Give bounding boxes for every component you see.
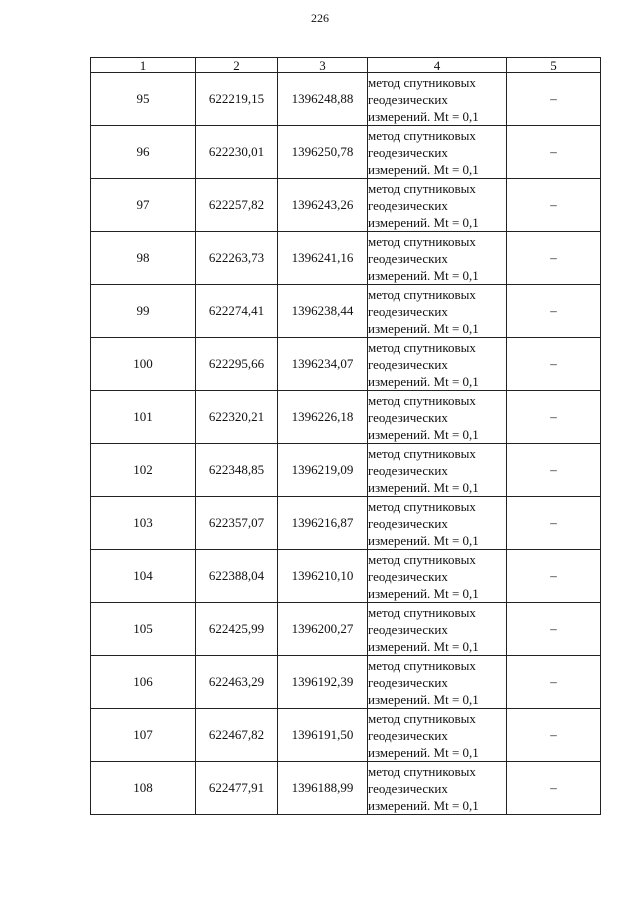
y-coordinate-cell: 1396238,44 (278, 285, 368, 338)
method-cell (368, 232, 507, 285)
y-coordinate-cell: 1396191,50 (278, 709, 368, 762)
method-text-line: измерений. Mt = 0,1 (368, 638, 479, 654)
table-row (91, 709, 601, 762)
point-number-cell: 107 (91, 709, 196, 762)
method-text-line: измерений. Mt = 0,1 (368, 532, 479, 548)
method-cell (368, 762, 507, 815)
method-text-line: геодезических (368, 780, 448, 796)
method-text-line: метод спутниковых (368, 233, 476, 249)
method-text-line: измерений. Mt = 0,1 (368, 479, 479, 495)
y-coordinate-cell: 1396216,87 (278, 497, 368, 550)
y-coordinate-cell: 1396210,10 (278, 550, 368, 603)
method-text-line: измерений. Mt = 0,1 (368, 267, 479, 283)
table-row (91, 550, 601, 603)
note-cell: – (507, 762, 601, 815)
header-row (91, 58, 601, 73)
method-text-line: измерений. Mt = 0,1 (368, 585, 479, 601)
method-text-line: метод спутниковых (368, 392, 476, 408)
point-number-cell: 100 (91, 338, 196, 391)
y-coordinate-cell: 1396226,18 (278, 391, 368, 444)
note-cell: – (507, 550, 601, 603)
x-coordinate-cell: 622463,29 (196, 656, 278, 709)
x-coordinate-cell: 622348,85 (196, 444, 278, 497)
point-number-cell: 105 (91, 603, 196, 656)
method-text-line: геодезических (368, 197, 448, 213)
x-coordinate-cell: 622230,01 (196, 126, 278, 179)
x-coordinate-cell: 622425,99 (196, 603, 278, 656)
method-text-line: геодезических (368, 303, 448, 319)
table-row (91, 391, 601, 444)
note-cell: – (507, 285, 601, 338)
y-coordinate-cell: 1396219,09 (278, 444, 368, 497)
table-row (91, 762, 601, 815)
table-row (91, 232, 601, 285)
method-text-line: измерений. Mt = 0,1 (368, 744, 479, 760)
method-cell (368, 444, 507, 497)
point-number-cell: 96 (91, 126, 196, 179)
table-row (91, 444, 601, 497)
method-text-line: измерений. Mt = 0,1 (368, 426, 479, 442)
method-text-line: метод спутниковых (368, 127, 476, 143)
y-coordinate-cell: 1396234,07 (278, 338, 368, 391)
method-text-line: метод спутниковых (368, 551, 476, 567)
table-row (91, 603, 601, 656)
note-cell: – (507, 232, 601, 285)
method-text-line: измерений. Mt = 0,1 (368, 691, 479, 707)
x-coordinate-cell: 622295,66 (196, 338, 278, 391)
y-coordinate-cell: 1396192,39 (278, 656, 368, 709)
method-text-line: метод спутниковых (368, 604, 476, 620)
note-cell: – (507, 656, 601, 709)
column-header-3: 3 (278, 58, 368, 73)
method-text-line: геодезических (368, 621, 448, 637)
y-coordinate-cell: 1396243,26 (278, 179, 368, 232)
method-text-line: измерений. Mt = 0,1 (368, 108, 479, 124)
x-coordinate-cell: 622274,41 (196, 285, 278, 338)
note-cell: – (507, 73, 601, 126)
method-text-line: метод спутниковых (368, 763, 476, 779)
column-header-2: 2 (196, 58, 278, 73)
x-coordinate-cell: 622320,21 (196, 391, 278, 444)
method-cell (368, 497, 507, 550)
table-row (91, 656, 601, 709)
coordinates-table (90, 57, 601, 815)
method-text-line: геодезических (368, 462, 448, 478)
note-cell: – (507, 709, 601, 762)
method-cell (368, 656, 507, 709)
method-text-line: метод спутниковых (368, 657, 476, 673)
method-cell (368, 285, 507, 338)
method-cell (368, 709, 507, 762)
column-header-5: 5 (507, 58, 601, 73)
note-cell: – (507, 497, 601, 550)
point-number-cell: 95 (91, 73, 196, 126)
y-coordinate-cell: 1396248,88 (278, 73, 368, 126)
method-text-line: геодезических (368, 727, 448, 743)
note-cell: – (507, 179, 601, 232)
method-text-line: измерений. Mt = 0,1 (368, 161, 479, 177)
method-cell (368, 73, 507, 126)
method-text-line: метод спутниковых (368, 339, 476, 355)
table-row (91, 497, 601, 550)
page-number: 226 (311, 11, 329, 25)
point-number-cell: 99 (91, 285, 196, 338)
method-text-line: метод спутниковых (368, 180, 476, 196)
point-number-cell: 106 (91, 656, 196, 709)
method-cell (368, 550, 507, 603)
note-cell: – (507, 338, 601, 391)
method-text-line: геодезических (368, 250, 448, 266)
method-text-line: метод спутниковых (368, 286, 476, 302)
method-cell (368, 603, 507, 656)
note-cell: – (507, 444, 601, 497)
column-header-1: 1 (91, 58, 196, 73)
table-row (91, 126, 601, 179)
x-coordinate-cell: 622263,73 (196, 232, 278, 285)
method-text-line: измерений. Mt = 0,1 (368, 320, 479, 336)
method-cell (368, 126, 507, 179)
method-text-line: геодезических (368, 515, 448, 531)
method-text-line: геодезических (368, 144, 448, 160)
method-text-line: метод спутниковых (368, 498, 476, 514)
y-coordinate-cell: 1396200,27 (278, 603, 368, 656)
x-coordinate-cell: 622467,82 (196, 709, 278, 762)
x-coordinate-cell: 622357,07 (196, 497, 278, 550)
point-number-cell: 108 (91, 762, 196, 815)
method-text-line: геодезических (368, 568, 448, 584)
note-cell: – (507, 603, 601, 656)
method-text-line: геодезических (368, 356, 448, 372)
method-cell (368, 391, 507, 444)
method-text-line: геодезических (368, 91, 448, 107)
column-header-4: 4 (368, 58, 507, 73)
note-cell: – (507, 391, 601, 444)
method-text-line: метод спутниковых (368, 74, 476, 90)
method-text-line: геодезических (368, 674, 448, 690)
point-number-cell: 101 (91, 391, 196, 444)
point-number-cell: 103 (91, 497, 196, 550)
method-text-line: геодезических (368, 409, 448, 425)
x-coordinate-cell: 622477,91 (196, 762, 278, 815)
method-cell (368, 338, 507, 391)
point-number-cell: 104 (91, 550, 196, 603)
method-text-line: измерений. Mt = 0,1 (368, 373, 479, 389)
table-row (91, 285, 601, 338)
table-row (91, 73, 601, 126)
x-coordinate-cell: 622219,15 (196, 73, 278, 126)
x-coordinate-cell: 622388,04 (196, 550, 278, 603)
table-row (91, 338, 601, 391)
method-cell (368, 179, 507, 232)
note-cell: – (507, 126, 601, 179)
x-coordinate-cell: 622257,82 (196, 179, 278, 232)
method-text-line: измерений. Mt = 0,1 (368, 797, 479, 813)
method-text-line: метод спутниковых (368, 445, 476, 461)
method-text-line: измерений. Mt = 0,1 (368, 214, 479, 230)
point-number-cell: 98 (91, 232, 196, 285)
y-coordinate-cell: 1396250,78 (278, 126, 368, 179)
table-row (91, 179, 601, 232)
point-number-cell: 97 (91, 179, 196, 232)
point-number-cell: 102 (91, 444, 196, 497)
y-coordinate-cell: 1396188,99 (278, 762, 368, 815)
method-text-line: метод спутниковых (368, 710, 476, 726)
y-coordinate-cell: 1396241,16 (278, 232, 368, 285)
